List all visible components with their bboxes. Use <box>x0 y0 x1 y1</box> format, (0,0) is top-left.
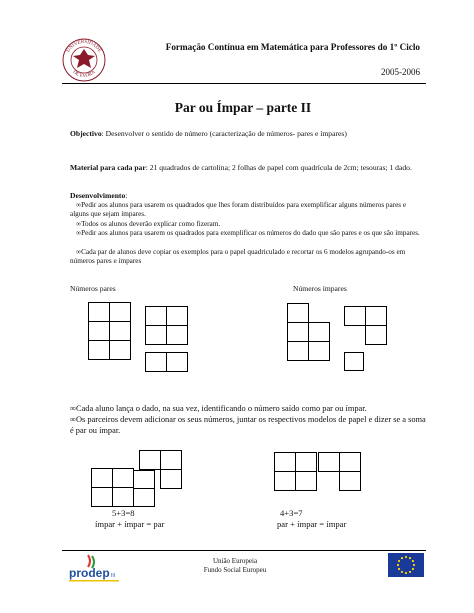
eu-star-icon <box>412 568 414 570</box>
bullet-mark: ∞ <box>76 248 82 256</box>
eu-star-icon <box>401 557 403 559</box>
prodep-logo-suffix: III <box>111 573 116 579</box>
eu-star-icon <box>409 571 411 573</box>
eu-star-icon <box>413 564 415 566</box>
bullet-mark: ∞ <box>76 220 82 228</box>
material-text: : 21 quadrados de cartolina; 2 folhas de papel com quadrícula de 2cm; tesouras; 1 dado. <box>145 163 412 172</box>
material-paragraph <box>70 163 426 173</box>
list-item: ∞Pedir aos alunos para usarem os quadrados para exemplificar os números do dado que são pares e os que são ímpares. <box>70 229 426 238</box>
footer-line-2: Fundo Social Europeu <box>203 566 267 574</box>
header-divider <box>62 83 426 84</box>
bullet-mark: ∞ <box>70 404 76 413</box>
eu-star-icon <box>405 556 407 558</box>
development-label: Desenvolvimento <box>70 191 126 200</box>
header-title: Formação Contínua em Matemática para Professores do 1º Ciclo <box>165 42 420 52</box>
page-title: Par ou Ímpar – parte II <box>174 100 312 115</box>
svg-text:UNIVERSIDADE: UNIVERSIDADE <box>66 39 102 54</box>
prodep-logo-text: prodep <box>69 566 110 580</box>
svg-text:DE ÉVORA: DE ÉVORA <box>71 69 97 80</box>
objective-label: Objectivo <box>70 129 102 138</box>
list-item: ∞Cada par de alunos deve copiar os exemplos para o papel quadriculado e recortar os 6 modelos agrupando-os em números pares e ímpares <box>70 248 406 265</box>
eu-star-icon <box>412 560 414 562</box>
right-rule: par + ímpar = ímpar <box>277 519 347 529</box>
development-heading: Desenvolvimento: <box>70 191 128 200</box>
eu-star-icon <box>397 564 399 566</box>
prodep-logo <box>66 553 122 583</box>
footer-line-1: União Europeia <box>212 557 258 565</box>
left-rule: ímpar + ímpar = par <box>95 519 165 529</box>
list-item: ∞Todos os alunos deverão explicar como fizeram. <box>70 220 426 229</box>
bullet-mark: ∞ <box>76 229 82 237</box>
list-item: ∞Pedir aos alunos para usarem os quadrados que lhes foram distribuídos para exemplificar alguns números pares e alguns que sejam ímpares. <box>70 201 407 218</box>
even-numbers-label: Números pares <box>70 284 116 293</box>
header-year: 2005-2006 <box>381 67 420 77</box>
university-seal-logo <box>62 38 106 82</box>
eu-star-icon <box>398 568 400 570</box>
material-label: Material para cada par <box>70 163 146 172</box>
list-item: ∞Os parceiros devem adicionar os seus números, juntar os respectivos modelos de papel e dizer se a soma é par ou ímpar. <box>70 415 426 435</box>
footer-divider <box>62 550 426 551</box>
list-item: ∞Cada aluno lança o dado, na sua vez, identificando o número saído como par ou ímpar. <box>70 404 367 413</box>
left-sum: 5+3=8 <box>112 508 135 518</box>
footer-text <box>160 557 310 575</box>
eu-star-icon <box>405 572 407 574</box>
objective-text: : Desenvolver o sentido de número (caracterização de números- pares e ímpares) <box>101 129 347 138</box>
eu-star-icon <box>409 557 411 559</box>
objective-paragraph <box>70 129 426 139</box>
right-sum: 4+3=7 <box>280 508 303 518</box>
eu-star-icon <box>398 560 400 562</box>
bullet-mark: ∞ <box>70 415 76 424</box>
eu-flag-logo <box>388 553 424 577</box>
odd-numbers-label: Números ímpares <box>293 284 347 293</box>
eu-star-icon <box>401 571 403 573</box>
bullet-mark: ∞ <box>76 201 82 209</box>
